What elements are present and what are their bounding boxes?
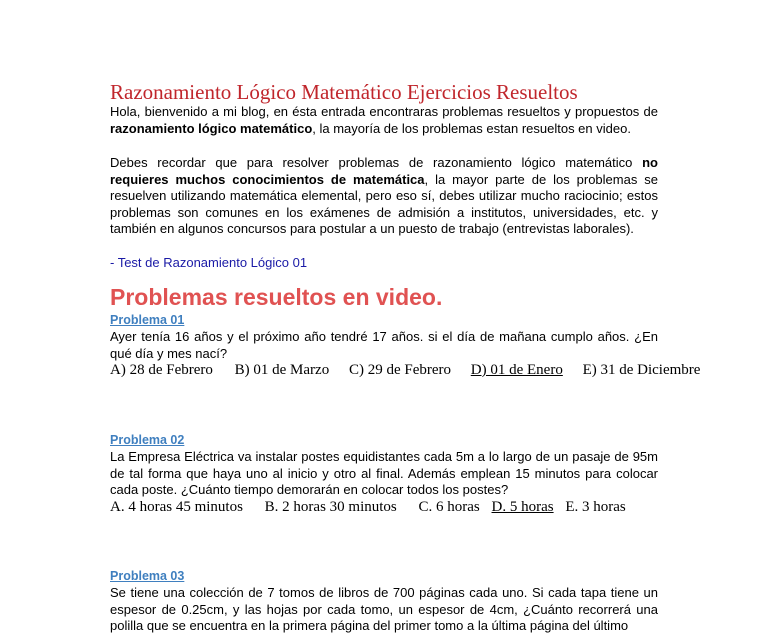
problem-02-label[interactable]: Problema 02 [110,433,185,447]
problem-01-text: Ayer tenía 16 años y el próximo año tendré 17 años. si el día de mañana cumplo años. ¿En qué día y mes nací? [110,329,658,361]
intro-text: Hola, bienvenido a mi blog, en ésta entrada encontraras problemas resueltos y propuestos de [110,104,658,119]
option-b: B) 01 de Marzo [234,362,330,378]
option-a: A. 4 horas 45 minutos [110,499,243,515]
option-a: A) 28 de Febrero [110,362,213,378]
problem-02-options [110,499,626,516]
option-d-answer: D. 5 horas [491,499,554,515]
option-b: B. 2 horas 30 minutos [264,499,397,515]
intro-paragraph-1 [110,104,658,137]
intro-text: , la mayoría de los problemas estan resueltos en video. [312,120,631,136]
intro-text: Debes recordar que para resolver problemas de razonamiento lógico matemático [110,155,643,170]
problem-03-label[interactable]: Problema 03 [110,569,185,583]
problem-01-label[interactable]: Problema 01 [110,313,185,327]
problem-03-text: Se tiene una colección de 7 tomos de libros de 700 páginas cada uno. Si cada tapa tiene un espesor de 0.25cm, y las hojas por cada tomo, un espesor de 4cm, ¿Cuánto recorrerá una polilla que se encuentra en la primera página del primer tomo a la última página del último [110,585,658,633]
option-c: C. 6 horas [418,499,480,515]
option-d-answer: D) 01 de Enero [470,362,563,378]
intro-bold-text: no requieres muchos conocimientos de matemática [110,155,658,187]
page-title: Razonamiento Lógico Matemático Ejercicios Resueltos [110,80,578,104]
option-e: E. 3 horas [565,499,626,515]
problem-01-options [110,362,700,379]
intro-text: , la mayor parte de los problemas se resuelven utilizando matemática elemental, pero eso sí, debes utilizar mucho raciocinio; estos problemas son comunes en los exámenes de admisión a institutos, universidades, etc. y también en algunos concursos para postular a un puesto de trabajo (entrevistas laborales). [110,171,658,236]
option-c: C) 29 de Febrero [348,362,452,378]
problem-02-text: La Empresa Eléctrica va instalar postes equidistantes cada 5m a lo largo de un pasaje de 95m de tal forma que haya uno al inicio y otro al final. Además emplean 15 minutos para colocar cada poste. ¿Cuánto tiempo demorarán en colocar todos los postes? [110,449,658,497]
section-heading: Problemas resueltos en video. [110,284,443,310]
test-link[interactable]: - Test de Razonamiento Lógico 01 [110,255,308,270]
intro-bold-text: razonamiento lógico matemático [110,120,313,136]
intro-paragraph-2 [110,155,658,238]
option-e: E) 31 de Diciembre [582,362,701,378]
